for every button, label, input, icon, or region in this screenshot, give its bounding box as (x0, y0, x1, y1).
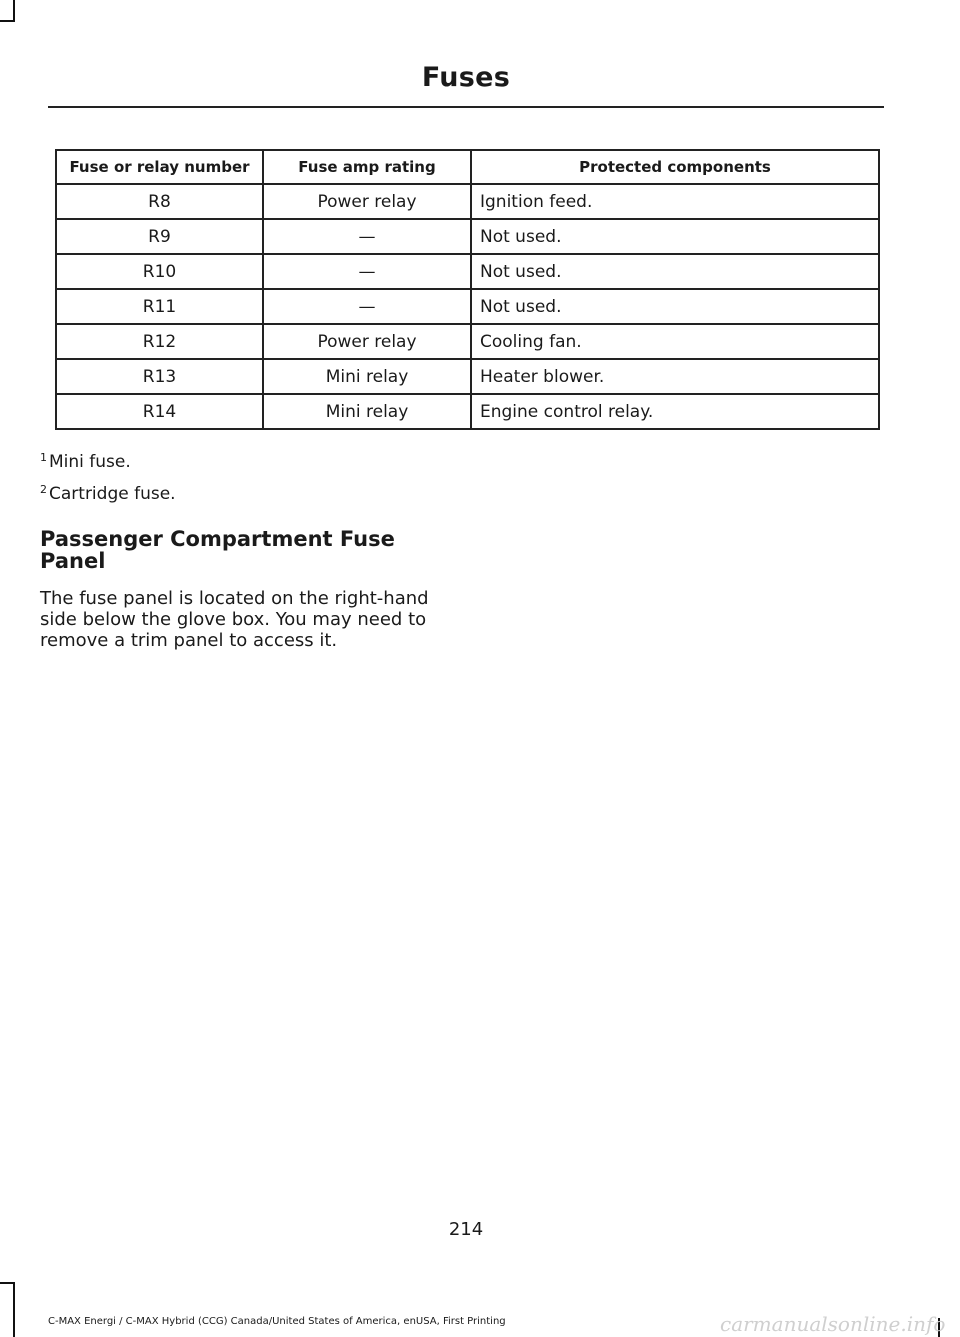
table-row (56, 394, 879, 429)
fuse-number-cell: R13 (56, 359, 263, 394)
amp-rating-cell: Power relay (263, 324, 471, 359)
footnote-text: Cartridge fuse. (49, 484, 176, 504)
protected-components-cell: Engine control relay. (471, 394, 879, 429)
fuse-table (55, 149, 880, 430)
fuse-number-cell: R12 (56, 324, 263, 359)
footnotes (40, 444, 176, 508)
column-header-fuse-number: Fuse or relay number (56, 150, 263, 184)
protected-components-cell: Cooling fan. (471, 324, 879, 359)
table-row (56, 359, 879, 394)
fuse-number-cell: R10 (56, 254, 263, 289)
table-row (56, 324, 879, 359)
amp-rating-cell: Mini relay (263, 359, 471, 394)
table-row (56, 254, 879, 289)
amp-rating-cell: — (263, 254, 471, 289)
footnote-text: Mini fuse. (49, 452, 131, 472)
amp-rating-cell: Power relay (263, 184, 471, 219)
footer-text: C-MAX Energi / C-MAX Hybrid (CCG) Canada/United States of America, enUSA, First Printing (48, 1316, 506, 1327)
fuse-number-cell: R8 (56, 184, 263, 219)
footnote (40, 476, 176, 508)
table-row (56, 219, 879, 254)
amp-rating-cell: — (263, 289, 471, 324)
amp-rating-cell: — (263, 219, 471, 254)
table-row (56, 184, 879, 219)
table-header-row (56, 150, 879, 184)
fuse-number-cell: R11 (56, 289, 263, 324)
protected-components-cell: Ignition feed. (471, 184, 879, 219)
protected-components-cell: Not used. (471, 289, 879, 324)
page-number: 214 (448, 1219, 484, 1240)
fuse-number-cell: R14 (56, 394, 263, 429)
footnote-mark: 1 (40, 451, 47, 464)
section-heading: Passenger Compartment Fuse Panel (40, 527, 395, 573)
crop-mark-top-left-v (13, 0, 15, 22)
column-header-protected-components: Protected components (471, 150, 879, 184)
section-body: The fuse panel is located on the right-hand side below the glove box. You may need to remove a trim panel to access it. (40, 588, 429, 651)
footnote-mark: 2 (40, 483, 47, 496)
fuse-number-cell: R9 (56, 219, 263, 254)
crop-mark-top-left-h (0, 20, 15, 22)
protected-components-cell: Not used. (471, 219, 879, 254)
protected-components-cell: Not used. (471, 254, 879, 289)
amp-rating-cell: Mini relay (263, 394, 471, 429)
footnote (40, 444, 176, 476)
watermark: carmanualsonline.info (720, 1312, 946, 1336)
protected-components-cell: Heater blower. (471, 359, 879, 394)
column-header-amp-rating: Fuse amp rating (263, 150, 471, 184)
header-divider (48, 106, 884, 108)
crop-mark-bottom-left-v (13, 1282, 15, 1337)
page-title: Fuses (421, 62, 511, 93)
table-row (56, 289, 879, 324)
crop-mark-bottom-left-h (0, 1282, 15, 1284)
